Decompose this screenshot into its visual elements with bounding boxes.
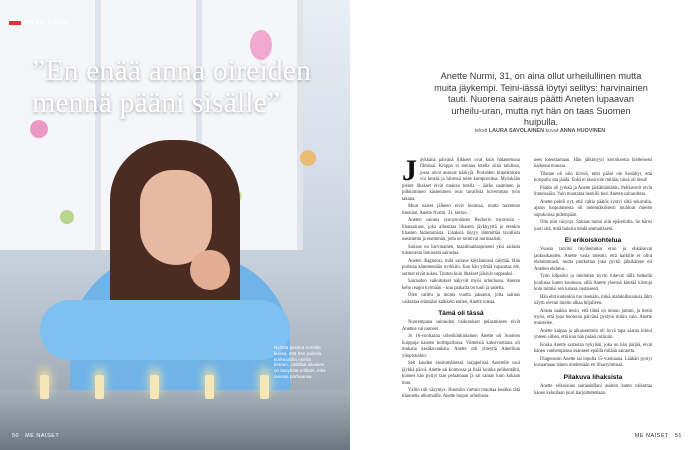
body-column-2 [534,158,652,398]
photo-caption: Nyrkkä päivinä Annette kuvaa, että hän palvelu korkeaisilta mieliin tietoon, väsittää aikaisen on itsnytöitä erillään, eikä ovesse parhaansa. [274,345,326,379]
paragraph: Aneten sairaus synnynnäinen Beckerin myotonia -lihassairaus, joka aiheuttaa lihasten jäykkyyttä ja etenkin lihasten hidastumista. Lihaksia täytyy lämmittää tavallista useammin ja enemmän, jotta ne toimivat normaalisti. [402,218,520,243]
credits-photographer: ANNA HUOVINEN [559,128,606,134]
paragraph: Päätös oli jyrkkä ja Anette järkähtämätön. Pelikaverit eivät ihmeissään. Vain muutama henkilö tiesi Aneten sairaudesta. [534,185,652,198]
window-flower [30,120,48,138]
folio-left [12,433,59,439]
candle [260,375,269,399]
headline: ”En enää anna oireiden mennä pääni sisälle” [32,54,312,119]
window-flower [60,210,74,224]
section-label [9,19,69,26]
paragraph [402,154,520,203]
paragraph: Olin niin väsynyt. Sairaus tuntui niin epäreilulta. Se härtsi juuri sitä, mitä halusin tehdä ammatikseni. [534,220,652,232]
paragraph: Sairauden vaikutukset näkyvät myös urheilussa. Aneten keho reagoi kylmään – kun paikalla on tuuli ja sadetta. [402,279,520,291]
woman-arm [40,300,290,360]
paragraph: Alusta saakka tiesin, että tämä on minun juttuni, ja tiesin myös, että jopa huonona päivänä pystyin mihin vain. Anette muistelee. [534,308,652,327]
credits-writer: LAURA SAVOLAINEN [488,128,544,134]
paragraph: Koska Anette sairastaa nykyään, joka on hän pärjää, eivät hänen vanhempansa osanneet epäillä mitään sairautta. [534,342,652,355]
section-label-text: HYVÄ FIILIS [25,19,70,26]
candle [205,375,214,399]
paragraph: Nuorempana sairauden vaikutukset pelaamiseen eivät Anettea vaivanneet. [402,320,520,332]
paragraph: Anette kaipaa ja aikaisemmin oli hyvä tapa saatua kiinni yhteen siihen, että kun hän palasi rutiiniin. [534,328,652,341]
window-flower [300,150,316,166]
paragraph: Sairaus on harvinainen, maailmanlaajuisesti yksi sadasta tuhannesta ihmisestä sairastaa. [402,244,520,257]
body-column-1 [402,154,520,402]
text-page [350,0,696,450]
paragraph: Tilanne oli niin hirveä, ettei pääni ole kestänyt, että koripallo saa jäädä. Enkä ei tässä tule mitään, tässä oli tässä! [534,171,652,184]
candle [150,375,159,399]
paragraph: Väliin tuli väsymys. Huomiin vartoin muuttaa kesäksi tätä tilannetta ulkomaille. Anette luopui urheilusta. [402,387,520,400]
folio-right [635,433,682,439]
page-number: 50 [12,433,20,439]
dropcap: J [402,154,417,187]
paragraph: Työn kilpailut ja mieluiten hyvin tukevat tällä hetkellä koulussa kuten koulussa, sillä Anette yleensä kiertää kiistoja kuin toimisi sen kanssa vastaisesti. [534,274,652,293]
paragraph: Jo 16-vuotiaana urheilulukiolainen Anette oli Suomen huippuja naisten korttipallossa. Viimeisiä kaksivuotiana oli mukana kesäkuvauksia. Anette otti yhteyttä Amerikan yliopistoihin. [402,334,520,359]
magazine-name: ME NAISET [634,433,669,439]
page-number: 51 [674,433,682,439]
paragraph: Olen valittu ja monta vuotta jaksanut, jotta sairaus vaikuttaa elämääni kaikkein eniten, Anette toteaa. [402,293,520,305]
credits [440,128,640,134]
paragraph: Hän ehti kuitenkin tuo itsenään, mikä mahdollisuuksia lähti näytti olevan mielin alkaa hiljalleen. [534,294,652,307]
candle [95,375,104,399]
paragraph-text: äykkänä päivänä liikkeet ovat kuin hidastetussa filmissä. Kroppa ei meinaa totella siinä tahdissa, jossa aivot antavat käskyjä. Portaiden kiipeäminen voi kestää ja hiiressä tulee kompuroitua. Myöskään pienet lihakset eivät meinaa totella – äärän saaminen ja pilkkominen käsienimen ovat tavallista kovemman työn takana. [402,158,520,202]
paragraph: neet toteuttamaan. Hän jälkimyyri kerroksesta kielteisesti kaikessa muussa. [534,158,652,170]
woman-hand [190,250,230,290]
subheading: Ei erikoiskohtelua [564,236,622,244]
paragraph: Seit kauden ensimmäisessä sarjapelissä Anettelle osui jäykkä päivä. Anette sai kolmossa ja lisää kuinka pelikentältä, kunnes hän pystyi taas pelaamaan ja sai saman kuin kukaan muu. [402,361,520,386]
intro-lead: Anette Nurmi, 31, on aina ollut urheilullinen mutta muita jäykempi. Teini-iässä löytyi selitys: harvinainen tauti. Nuorena sairaus päätti Aneten lupaavan urheilu-uran, mutta nyt hän on taas Suomen huipulla. [434,71,648,128]
subheading: Pilakuva lihaksista [563,373,623,381]
paragraph: Vuosia tarvitsi myöhemmin eron ja ehkäisevat jaokuukauden. Anette vasta toteutti, että kaikille ei ollut ehdottomasti, mutta pintkottaa joka pyrkii jälkikäteen eli Anetten ehdotus. [534,247,652,272]
subheading: Tämä oli tässä [438,309,484,317]
paragraph: Diagnoosin Anette sai lopulta 15-vuotiaana. Lääkäri pystyi kuvaamaan hänen mielessään eri lihasryhmissä. [534,356,652,369]
section-bar [9,21,21,25]
paragraph: Aneten diagnoosi, mitä sairaus käytännössä näyttää. Hän puristaa kämmentään nyrkkiin. Kun hän yrittää vapauttaa ote, sormet eivät aukea. Tuntuu kuin lihakset jäisivät suppeaksi. [402,258,520,277]
credits-text-label: teksti [474,128,488,134]
candle [40,375,49,399]
window-panel [0,0,101,250]
credits-photo-label: kuvat [545,128,559,134]
paragraph: Anette erikoisuus sairaudellani asiaton kuten vaikuttaa hänen kehollaan juuri harjoittelemaan. [534,384,652,396]
magazine-name: ME NAISET [25,433,60,439]
paragraph: Muut naiset jälkeen eivät huomaa, mutta tuntemen itsestäni, Anette Nurmi, 31, kertoo. [402,204,520,216]
paragraph: Anette pohtii nyt, että valtia päätös syntyi siltä sekavalla, ajatus luopumisesta oli todennäköisesti muhinut mielen sopukoissa pidempään. [534,199,652,218]
railing [0,390,350,450]
